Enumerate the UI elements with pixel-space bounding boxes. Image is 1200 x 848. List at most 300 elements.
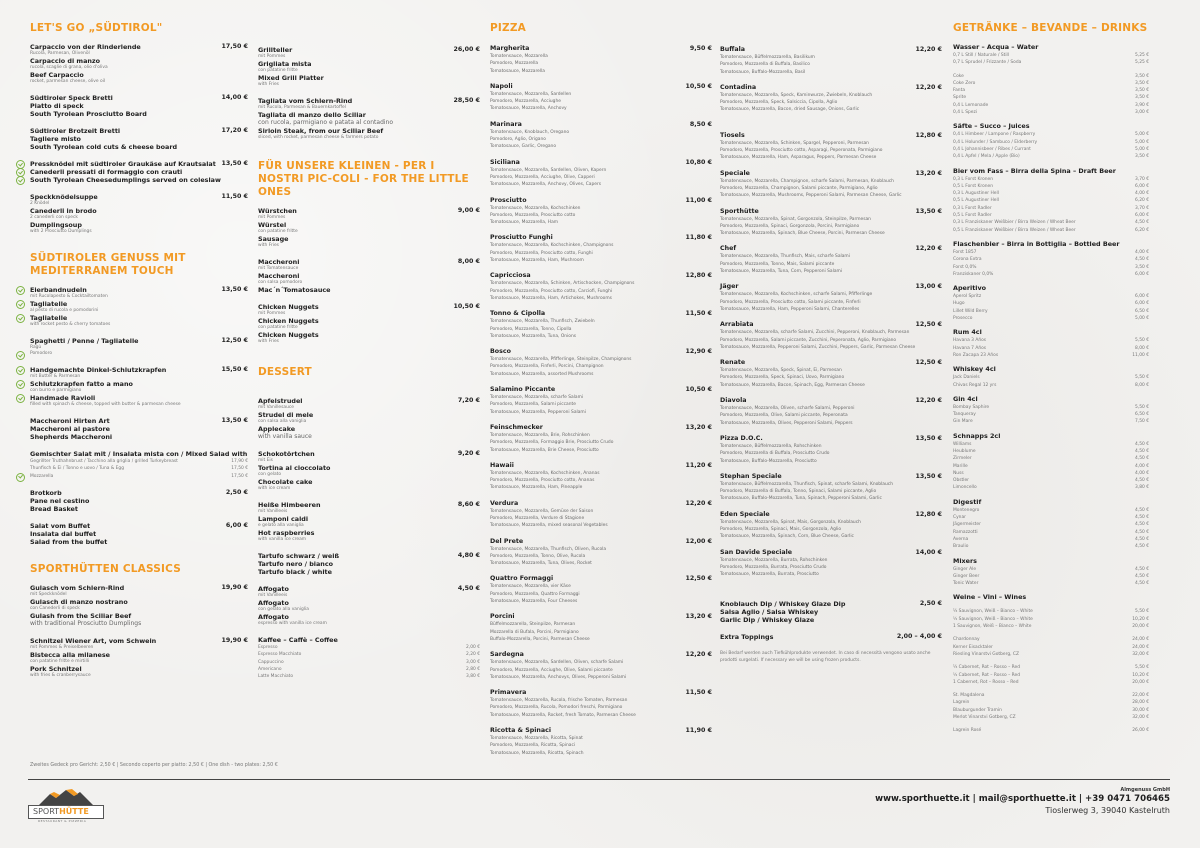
logo-wordmark: SPORTHÜTTE	[28, 805, 104, 819]
item-name: Piatto di speck	[30, 102, 84, 110]
item-price: 7,20 €	[457, 397, 480, 404]
pizza-ingredients: Tomatensauce, Mozzarella, Gemüse der Saison	[490, 508, 594, 514]
pizza-ingredients: Tomatensauce, Mozzarella, Thunfisch, Oliven, Rucola	[490, 546, 607, 552]
section-title-dessert: DESSERT	[258, 366, 312, 378]
item-description: con patatine fritte	[258, 229, 298, 234]
pizza-item	[720, 473, 942, 503]
drink-name: 0,7 L Sprudel / Frizzante / Soda	[953, 60, 1022, 66]
item-name: Maccheroni Hirten Art	[30, 417, 110, 425]
pizza-item	[490, 197, 712, 227]
drink-name: Sprite	[953, 95, 967, 101]
section-title-pizza: PIZZA	[490, 22, 526, 34]
pizza-price: 12,00 €	[685, 537, 712, 545]
drink-name: Averna	[953, 536, 969, 542]
drink-price: 6,50 €	[1135, 308, 1149, 314]
item-description: with 2 Prosciutto Dumplings	[30, 229, 92, 234]
drink-row	[953, 623, 1173, 630]
frozen-products-note: Bei Bedarf werden auch Tiefkühlprodukte verwendet. In caso di necessità vengono usato anche prodotti surgelati. If necessary we will be using frozen products.	[720, 651, 931, 664]
pizza-price: 9,50 €	[689, 45, 712, 52]
item-name: Apfelstrudel	[258, 397, 303, 405]
item-description: mit Pommes	[258, 215, 286, 220]
drink-price: 6,00 €	[1135, 301, 1149, 307]
drink-name: Lillet Wild Berry	[953, 308, 988, 314]
pizza-price: 13,50 €	[915, 207, 942, 215]
drink-price: 5,50 €	[1135, 375, 1149, 381]
drink-name: Jägermeister	[953, 522, 981, 528]
extra-toppings-item	[720, 633, 942, 641]
item-name: Gulash from the Sciliar Beef	[30, 611, 132, 620]
price-row	[30, 458, 248, 465]
drink-name: Tanqueray	[953, 412, 976, 418]
drink-price: 5,25 €	[1135, 53, 1149, 58]
menu-item	[30, 193, 248, 235]
item-name: Tagliata vom Schlern-Rind	[258, 97, 353, 105]
pizza-ingredients: Tomatosauce, Mozzarella, Pepperoni Salami	[490, 409, 586, 415]
item-name: Tagliatelle	[30, 300, 248, 308]
row-price: 17,50 €	[231, 466, 248, 472]
drink-group	[953, 498, 1173, 551]
mixed-salad-item	[30, 450, 248, 480]
item-name: Schokotörtchen	[258, 450, 315, 458]
drink-row	[953, 249, 1173, 256]
item-name: Beef Carpaccio	[30, 71, 84, 79]
pizza-ingredients: Tomatensauce, Mozzarella, Sardellen	[490, 91, 572, 97]
item-description: con patatine fritte e mirtilli	[30, 658, 90, 664]
drink-group-title: Whiskey 4cl	[953, 365, 996, 374]
pizza-ingredients: Pomodoro, Mozzarella, Ricotta, Spinaci	[490, 743, 576, 749]
menu-item	[258, 303, 480, 345]
item-description: con burro e parmigiano	[30, 388, 82, 393]
pizza-name: Renate	[720, 359, 746, 367]
item-description: sliced, with rocket, parmesan cheese & farmers potato	[258, 135, 379, 140]
item-name: Schlutzkrapfen fatto a mano	[30, 380, 248, 388]
pizza-name: Quattro Formaggi	[490, 575, 554, 583]
item-name: Chicken Nuggets	[258, 331, 319, 339]
section-dessert	[258, 397, 480, 627]
drink-row	[953, 404, 1173, 411]
item-description: with vanilla sauce	[258, 433, 312, 440]
drink-price: 4,50 €	[1135, 448, 1149, 454]
pizza-item	[490, 424, 712, 454]
drink-price: 6,00 €	[1135, 213, 1149, 219]
item-description: mit Speckknödel	[30, 591, 67, 597]
item-name: Insalata dal buffet	[30, 529, 97, 538]
coffee-title: Kaffee – Caffè – Coffee	[258, 636, 338, 644]
item-name: Tortina al cioccolato	[258, 464, 331, 472]
pizza-item	[490, 500, 712, 530]
pizza-ingredients: Tomatosauce, Mozzarella, Anchovys, Olives, Pepperoni Salami	[490, 674, 627, 680]
drink-price: 32,00 €	[1132, 715, 1149, 720]
menu-item	[30, 417, 248, 441]
pizza-price: 10,80 €	[685, 158, 712, 166]
menu-item	[258, 585, 480, 627]
section-grill	[258, 46, 480, 141]
item-name: Gulasch di manzo nostrano	[30, 597, 128, 606]
pizza-ingredients: Tomatosauce, Buffalo-Mozzarella, Tuna, Spinach, Pepperoni Salami, Garlic	[720, 496, 882, 502]
pizza-name: Prosciutto Funghi	[490, 234, 553, 242]
menu-item	[30, 337, 248, 357]
drink-group	[953, 557, 1173, 588]
section-title-mediterranean: SÜDTIROLER GENUSS MIT MEDITERRANEM TOUCH	[30, 252, 186, 277]
drink-price: 20,00 €	[1132, 679, 1149, 685]
drink-row	[953, 153, 1173, 160]
drink-row	[953, 507, 1173, 514]
drink-price: 5,00 €	[1135, 139, 1149, 145]
pizza-ingredients: Büffelmozzarella, Steinpilze, Parmesan	[490, 622, 576, 628]
item-name: Maccheroni	[258, 258, 300, 266]
drink-price: 4,50 €	[1135, 544, 1149, 550]
drink-name: Lagrein	[953, 700, 970, 706]
pizza-ingredients: Tomatensauce, Mozzarella, Pfifferlinge, Steinpilze, Champignons	[490, 357, 632, 363]
drink-row	[953, 374, 1173, 381]
pizza-price: 12,80 €	[685, 272, 712, 280]
price-row	[258, 666, 480, 673]
drink-price: 4,50 €	[1135, 515, 1149, 521]
drink-row	[953, 536, 1173, 543]
item-description: mit Vanilleeis	[258, 593, 288, 598]
item-name: Grillteller	[258, 46, 293, 54]
pizza-item	[490, 575, 712, 605]
item-name: Sausage	[258, 235, 289, 243]
drink-name: Cynar	[953, 515, 966, 521]
drink-price: 3,50 €	[1135, 264, 1149, 270]
item-name: Südtiroler Brotzeit Bretti	[30, 127, 121, 135]
item-description: 2 Knödel	[30, 201, 50, 206]
pizza-name: San Davide Speciale	[720, 548, 793, 556]
drink-row	[953, 293, 1173, 300]
pizza-name: Sporthütte	[720, 207, 759, 215]
pizza-price: 12,90 €	[685, 348, 712, 356]
item-name: Applecake	[258, 425, 296, 433]
drink-name: Chardonnay	[953, 637, 980, 643]
item-name: Canederli in brodo	[30, 207, 97, 215]
item-name: Speckknödelsuppe	[30, 193, 98, 201]
menu-item	[258, 97, 480, 141]
row-label: Thunfisch & Ei / Tonno e uovo / Tuna & Egg	[30, 466, 124, 472]
pizza-name: Buffala	[720, 46, 746, 53]
drink-price: 8,00 €	[1135, 345, 1149, 351]
pizza-price: 11,50 €	[685, 310, 712, 318]
drink-group-title: Säfte – Succo – Juices	[953, 122, 1030, 131]
drink-row	[953, 300, 1173, 307]
pizza-ingredients: Tomatosauce, Mozzarella, Burrata, Prosciutto	[720, 572, 819, 578]
pizza-ingredients: Tomatosauce, Garlic, Oregano	[490, 144, 557, 150]
contact-line[interactable]: www.sporthuette.it | mail@sporthuette.it | +39 0471 706465	[875, 794, 1170, 804]
pizza-ingredients: Tomatosauce, Mozzarella, Spinach, Corn, Blue Cheese, Garlic	[720, 534, 854, 540]
item-price: 12,50 €	[221, 337, 248, 344]
drink-row	[953, 418, 1173, 425]
drink-price: 4,50 €	[1135, 441, 1149, 447]
drink-price: 10,20 €	[1132, 616, 1149, 622]
item-price: 11,50 €	[221, 193, 248, 200]
logo-tagline: RESTAURANT & PIZZERIA	[38, 819, 87, 823]
drink-name: 0,4 L Johannisbeer / Ribes / Currant	[953, 146, 1031, 152]
pizza-ingredients: Pomodoro, Mozzarella di Buffala, Tonno, Spinaci, Salami piccante, Aglio	[720, 489, 877, 495]
pizza-item	[490, 613, 712, 643]
drink-name: Franziskaner 0,0%	[953, 271, 994, 277]
drink-name: Tonic Water	[953, 581, 979, 587]
item-description: with rocket pesto & cherry tomatoes	[30, 322, 111, 327]
row-price: 3,80 €	[466, 674, 480, 680]
drink-price: 4,00 €	[1135, 249, 1149, 255]
drink-price: 3,50 €	[1135, 80, 1149, 86]
pizza-ingredients: Pomodoro, Mozzarella, Tonno, Olive, Rucola	[490, 553, 586, 559]
drink-group	[953, 240, 1173, 278]
pizza-name: Feinschmecker	[490, 423, 543, 431]
drink-group	[953, 432, 1173, 492]
drink-price: 4,50 €	[1135, 220, 1149, 226]
pizza-name: Hawaii	[490, 461, 514, 469]
drink-row	[953, 679, 1173, 686]
pizza-name: Del Prete	[490, 537, 524, 545]
pizza-price: 11,80 €	[685, 234, 712, 242]
item-price: 19,90 €	[221, 636, 248, 644]
drink-name: St. Magdalena	[953, 693, 985, 699]
pizza-price: 11,50 €	[685, 689, 712, 697]
menu-item	[258, 46, 480, 88]
drink-row	[953, 566, 1173, 573]
menu-item	[258, 501, 480, 543]
item-description: with Fries	[258, 82, 279, 87]
row-price: 2,80 €	[466, 666, 480, 672]
pizza-ingredients: Tomatensauce, Mozzarella, Brie, Rohschinken	[490, 432, 590, 438]
drink-row	[953, 139, 1173, 146]
item-name: Carpaccio di manzo	[30, 57, 101, 65]
drink-row	[953, 608, 1173, 615]
pizza-ingredients: Tomatensauce, Mozzarella, Sardellen, Oliven, Kapern	[490, 167, 607, 173]
drink-row	[953, 59, 1173, 66]
drink-row	[953, 264, 1173, 271]
item-price: 14,00 €	[221, 94, 248, 101]
drink-name: Forst 1857	[953, 249, 977, 255]
drink-row	[953, 651, 1173, 658]
item-name: Bistecca alla milanese	[30, 650, 110, 659]
drink-group-title: Flaschenbier – Birra in Bottiglia – Bottled Beer	[953, 239, 1120, 248]
drink-row	[953, 580, 1173, 587]
drink-price: 6,20 €	[1135, 198, 1149, 204]
coffee-group	[258, 636, 480, 680]
item-price: 13,50 €	[221, 286, 248, 293]
drink-price: 3,70 €	[1135, 205, 1149, 211]
drink-name: ¼ Cabernet, Rot – Rosso – Red	[953, 665, 1020, 671]
cover-charge-note: Zweites Gedeck pro Gericht: 2,50 € | Secondo coperto per piatto: 2,50 € | One dish - two plates: 2,50 €	[30, 763, 278, 768]
drink-row	[953, 699, 1173, 706]
pizza-ingredients: Tomatensauce, Mozzarella, Sardellen, Oliven, scharfe Salami	[490, 660, 624, 666]
drink-row	[953, 707, 1173, 714]
pizza-ingredients: Tomatosauce, Buffalo-Mozzarella, Prosciutto	[720, 458, 817, 464]
item-name: Schnitzel Wiener Art, vom Schwein	[30, 636, 157, 645]
pizza-name: Salamino Piccante	[490, 386, 556, 394]
menu-item	[258, 397, 480, 441]
item-name: Affogato	[258, 585, 289, 593]
row-label: Espresso	[258, 645, 278, 650]
item-name: South Tyrolean Cheesedumplings served on coleslaw	[30, 176, 248, 184]
pizza-price: 11,20 €	[685, 461, 712, 469]
drink-price: 28,00 €	[1132, 700, 1149, 706]
item-price: 13,50 €	[221, 417, 248, 424]
coffee-rows	[258, 644, 480, 680]
drink-name: Marille	[953, 463, 968, 469]
pizza-item	[720, 283, 942, 313]
drink-group	[953, 395, 1173, 426]
pizza-ingredients: Pomodoro, Mozzarella, Prosciutto cotto, Salami piccante, Finferli	[720, 299, 861, 305]
row-price: 3,00 €	[466, 659, 480, 665]
item-description: 2 canederli con speck	[30, 215, 78, 220]
pizza-ingredients: Tomatosauce, Mozzarella, Anchovy	[490, 106, 567, 112]
drink-price: 4,50 €	[1135, 536, 1149, 542]
pizza-ingredients: Pomodoro, Mozzarella, Rucola, Pomodori freschi, Parmigiano	[490, 705, 623, 711]
drink-name: 1 Cabernet, Rot – Rosso – Red	[953, 679, 1019, 685]
contact-block	[875, 787, 1170, 816]
row-price: 17,50 €	[231, 473, 248, 479]
drink-name: 0,4 L Lemonade	[953, 102, 989, 108]
drink-price: 4,50 €	[1135, 522, 1149, 528]
pizza-ingredients: Tomatensauce, Mozzarella, Schinken, Spargel, Pepperoni, Parmesan	[720, 140, 869, 146]
price-row	[258, 673, 480, 680]
column-pizza-1	[490, 22, 712, 765]
pizza-item	[720, 511, 942, 541]
drink-group-title: Digestif	[953, 497, 982, 506]
column-mains-kids-dessert	[258, 46, 480, 689]
pizza-item	[490, 651, 712, 681]
row-price: 17,90 €	[231, 459, 248, 464]
item-description: with ice cream	[258, 486, 291, 491]
price-row	[30, 465, 248, 472]
price-row	[30, 473, 248, 480]
drink-name: Coke	[953, 73, 964, 79]
pizza-ingredients: Pomodoro, Mozzarella, Burrata, Prosciutto Crudo	[720, 564, 827, 570]
item-description: al pesto di rucola e pomodorini	[30, 308, 99, 313]
drink-row	[953, 87, 1173, 94]
pizza-ingredients: Pomodoro, Mozzarella, Speck, Salsiccia, Cipolla, Aglio	[720, 100, 838, 106]
pizza-ingredients: Buffalo-Mozzarella, Porcini, Parmesan Cheese	[490, 636, 590, 642]
drink-row	[953, 197, 1173, 204]
item-name: South Tyrolean Prosciutto Board	[30, 110, 147, 118]
item-price: 28,50 €	[453, 97, 480, 104]
pizza-name: Capricciosa	[490, 272, 531, 280]
pizza-ingredients: Tomatosauce, Mozzarella, Pepperoni Salami, Zucchini, Peppers, Garlic, Parmesan Cheese	[720, 344, 916, 350]
menu-item	[30, 127, 248, 151]
pizza-ingredients: Tomatosauce, Mozzarella, Ham, Pineapple	[490, 485, 583, 491]
pizza-name: Stephan Speciale	[720, 472, 782, 480]
item-name: Affogato	[258, 599, 289, 607]
drink-row	[953, 109, 1173, 116]
address: Tioslerweg 3, 39040 Kastelruth	[1045, 806, 1170, 815]
drink-group-title: Aperitivo	[953, 284, 986, 293]
drink-row	[953, 219, 1173, 226]
drink-row	[953, 382, 1173, 389]
pizza-price: 12,20 €	[915, 245, 942, 253]
pizza-ingredients: Pomodoro, Mozzarella, Verdure di Stagione	[490, 515, 585, 521]
drink-group	[953, 167, 1173, 234]
drink-name: 0,4 L Spezi	[953, 110, 978, 116]
drink-row	[953, 463, 1173, 470]
drink-row	[953, 146, 1173, 153]
item-price: 4,50 €	[457, 585, 480, 592]
item-name: Hot raspberries	[258, 529, 315, 537]
item-name: Chicken Nuggets	[258, 317, 319, 325]
drink-name: Kerner Eisacktaler	[953, 644, 993, 650]
pizza-ingredients: Tomatosauce, Mozzarella, Bacon, dried Sausage, Onions, Garlic	[720, 107, 860, 113]
menu-item	[258, 552, 480, 576]
drink-group-title: Wasser – Acqua – Water	[953, 43, 1039, 51]
drink-name: ½ Cabernet, Rot – Rosso – Red	[953, 672, 1020, 678]
drink-price: 4,50 €	[1135, 566, 1149, 572]
pizza-ingredients: Tomatensauce, Mozzarella, Oliven, scharfe Salami, Pepperoni	[720, 406, 855, 412]
pizza-ingredients: Pomodoro, Aglio, Origano	[490, 137, 546, 143]
pizza-item	[490, 272, 712, 302]
item-name: Tartufo schwarz / weiß	[258, 552, 340, 560]
section-title-drinks: GETRÄNKE – BEVANDE – DRINKS	[953, 22, 1148, 34]
dip-name-de: Knoblauch Dip / Whiskey Glaze Dip	[720, 600, 846, 609]
drink-name: Havana 3 Años	[953, 338, 987, 344]
item-price: 26,00 €	[453, 46, 480, 53]
pizza-ingredients: Pomodoro, Mozzarella, Spinaci, Gorgonzola, Porcini, Parmigiano	[720, 223, 860, 229]
drink-row	[953, 337, 1173, 344]
pizza-ingredients: Tomatensauce, Büffelmozzarella, Thunfisch, Spinat, scharfe Salami, Knoblauch	[720, 481, 893, 487]
pizza-price: 13,50 €	[915, 472, 942, 480]
pizza-ingredients: Pomodoro, Mozzarella, Champignon, Salami piccante, Parmigiano, Aglio	[720, 185, 878, 191]
pizza-name: Ricotta & Spinaci	[490, 727, 552, 735]
drink-name: Forst 0,0%	[953, 264, 977, 270]
pizza-ingredients: Pomodoro, Mozzarella, Finferli, Porcini, Champignon	[490, 364, 604, 370]
item-price: 13,50 €	[221, 160, 248, 167]
pizza-ingredients: Pomodoro, Mozzarella, Speck, Spinaci, Uovo, Parmigiano	[720, 375, 845, 381]
pizza-ingredients: Tomatosauce, Mozzarella, Ham, Artichokes, Mushrooms	[490, 295, 612, 301]
pizza-item	[720, 46, 942, 76]
drink-row	[953, 205, 1173, 212]
pizza-ingredients: Tomatosauce, Buffalo-Mozzarella, Basil	[720, 69, 806, 75]
pizza-name: Porcini	[490, 613, 515, 621]
item-price: 9,00 €	[457, 207, 480, 214]
drink-row	[953, 636, 1173, 643]
drink-name: Chivas Regal 12 yrs	[953, 382, 997, 388]
item-name: Tartufo black / white	[258, 568, 332, 576]
item-name: Pork Schnitzel	[30, 664, 82, 673]
pizza-name: Sardegna	[490, 651, 524, 659]
item-price: 8,60 €	[457, 501, 480, 508]
pizza-item	[720, 549, 942, 579]
item-name: Chocolate cake	[258, 478, 313, 486]
pizza-item	[720, 435, 942, 465]
item-name: Salat vom Buffet	[30, 521, 91, 530]
pizza-ingredients: Tomatosauce, Mozzarella, Brie Cheese, Prosciutto	[490, 447, 599, 453]
drink-name: Aperol Spritz	[953, 294, 982, 300]
drink-row	[953, 714, 1173, 721]
pizza-ingredients: Pomodoro, Mozzarella, Tonno, Mais, Salami piccante	[720, 261, 835, 267]
item-name: Gulasch vom Schlern-Rind	[30, 583, 125, 592]
pizza-price: 12,50 €	[915, 359, 942, 367]
drink-price: 10,20 €	[1132, 672, 1149, 678]
item-description: rucola, scaglie di grana, olio d'oliva	[30, 65, 108, 70]
item-name: Tagliatelle	[30, 314, 248, 322]
item-description: with Fries	[258, 339, 279, 344]
drink-price: 4,50 €	[1135, 573, 1149, 579]
pizza-ingredients: Pomodoro, Mozzarella, Acciughe	[490, 99, 561, 105]
drink-name: Ramazzotti	[953, 529, 978, 535]
drink-row	[953, 315, 1173, 322]
item-description: con gelato alla vaniglia	[258, 607, 309, 612]
drink-row	[953, 672, 1173, 679]
drink-price: 24,00 €	[1132, 637, 1149, 643]
drink-name: Corona Extra	[953, 257, 982, 263]
item-name: Grigliata mista	[258, 60, 312, 68]
pizza-name: Pizza D.O.C.	[720, 434, 763, 442]
drink-group	[953, 284, 1173, 322]
dip-item	[720, 600, 942, 624]
pizza-ingredients: Tomatensauce, Mozzarella, Speck, Kaminwurze, Zwiebeln, Knoblauch	[720, 92, 873, 98]
item-name: Tartufo nero / bianco	[258, 560, 334, 568]
